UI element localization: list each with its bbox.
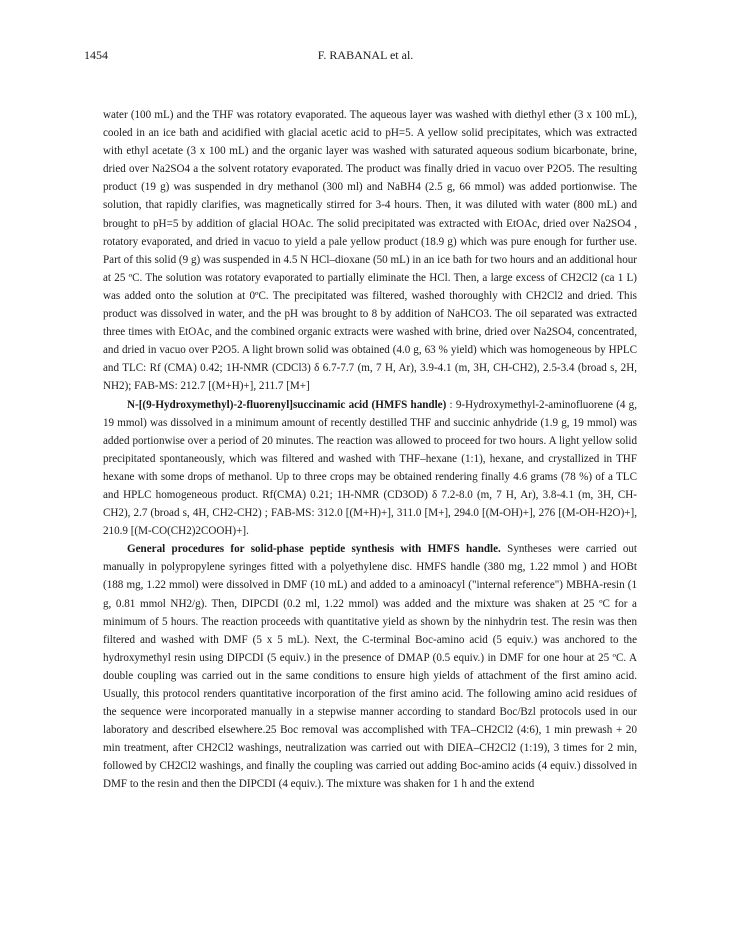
paragraph-2-text: : 9-Hydroxymethyl-2-aminofluorene (4 g, 19 mmol) was dissolved in a minimum amount of recently destilled THF and succinic anhydride (1.9 g, 19 mmol) was added portionwise over a period of 20 minutes. The reaction was allowed to proceed for two hours. A light yellow solid precipitated spontaneously, which was filtered and washed with THF–hexane (1:1), hexane, and crystallized in THF hexane with some drops of methanol. Up to three crops may be obtained rendering finally 4.6 grams (78 %) of a TLC and HPLC homogeneous product. Rf(CMA) 0.21; 1H-NMR (CD3OD) δ 7.2-8.0 (m, 7 H, Ar), 3.8-4.1 (m, 3H, CH-CH2), 2.7 (broad s, 4H, CH2-CH2) ; FAB-MS: 312.0 [(M+H)+], 311.0 [M+], 294.0 [(M-OH)+], 276 [(M-OH-H2O)+], 210.9 [(M-CO(CH2)2COOH)+]. [103,398,637,538]
paragraph-3-text: Syntheses were carried out manually in polypropylene syringes fitted with a polyethylene disc. HMFS handle (380 mg, 1.22 mmol ) and HOBt (188 mg, 1.22 mmol) were dissolved in DMF (10 mL) and added to a aminoacyl ("internal reference") MBHA-resin (1 g, 0.81 mmol NH2/g). Then, DIPCDI (0.2 ml, 1.22 mmol) was added and the mixture was shaken at 25 ºC for a minimum of 5 hours. The reaction proceeds with quantitative yield as shown by the ninhydrin test. The resin was then filtered and washed with DMF (5 x 5 mL). Next, the C-terminal Boc-amino acid (5 equiv.) was anchored to the hydroxymethyl resin using DIPCDI (5 equiv.) in the presence of DMAP (0.5 equiv.) in DMF for one hour at 25 ºC. A double coupling was carried out in the same conditions to ensure high yields of attachment of the first amino acid. Usually, this protocol renders quantitative incorporation of the first amino acid. The following amino acid residues of the sequence were incorporated manually in a stepwise manner according to standard Boc/Bzl protocols used in our laboratory and described elsewhere.25 Boc removal was accomplished with TFA–CH2Cl2 (4:6), 1 min prewash + 20 min treatment, after CH2Cl2 washings, neutralization was carried out with DIEA–CH2Cl2 (1:19), 3 times for 2 min, followed by CH2Cl2 washings, and finally the coupling was carried out adding Boc-amino acids (4 equiv.) dissolved in DMF to the resin and then the DIPCDI (4 equiv.). The mixture was shaken for 1 h and the extend [103,543,637,791]
paragraph-2 [103,396,637,541]
body-text [103,106,637,794]
page-number: 1454 [84,48,108,62]
running-head: F. RABANAL et al. [317,48,414,62]
paragraph-2-heading: N-[(9-Hydroxymethyl)-2-fluorenyl]succinamic acid (HMFS handle) [127,398,447,411]
paragraph-1-text: water (100 mL) and the THF was rotatory evaporated. The aqueous layer was washed with diethyl ether (3 x 100 mL), cooled in an ice bath and acidified with glacial acetic acid to pH=5. A yellow solid precipitates, which was extracted with ethyl acetate (3 x 100 mL) and the organic layer was washed with saturated aqueous sodium bicarbonate, brine, dried over Na2SO4 a the solvent rotatory evaporated. The product was finally dried in vacuo over P2O5. The resulting product (19 g) was suspended in dry methanol (300 ml) and NaBH4 (2.5 g, 66 mmol) was added portionwise. The solution, that rapidly clarifies, was magnetically stirred for 3-4 hours. Then, it was diluted with water (800 mL) and brought to pH=5 by addition of glacial HOAc. The solid precipitated was extracted with EtOAc, dried over Na2SO4 , rotatory evaporated, and dried in vacuo to yield a pale yellow product (18.9 g) which was pure enough for further use. Part of this solid (9 g) was suspended in 4.5 N HCl–dioxane (50 mL) in an ice bath for two hours and an additional hour at 25 ºC. The solution was rotatory evaporated to partially eliminate the HCl. Then, a large excess of CH2Cl2 (ca 1 L) was added onto the solution at 0ºC. The precipitated was filtered, washed thoroughly with CH2Cl2 and dried. This product was dissolved in water, and the pH was brought to 8 by addition of NaHCO3. The oil separated was extracted three times with EtOAc, and the combined organic extracts were washed with brine, dried over Na2SO4, concentrated, and dried in vacuo over P2O5. A light brown solid was obtained (4.0 g, 63 % yield) which was homogeneous by HPLC and TLC: Rf (CMA) 0.42; 1H-NMR (CDCl3) δ 6.7-7.7 (m, 7 H, Ar), 3.9-4.1 (m, 3H, CH-CH2), 2.5-3.4 (broad s, 2H, NH2); FAB-MS: 212.7 [(M+H)+], 211.7 [M+] [103,109,637,393]
paragraph-1 [103,106,637,396]
paragraph-3-heading: General procedures for solid-phase peptide synthesis with HMFS handle. [127,543,501,556]
paragraph-3 [103,540,637,793]
page-header [84,48,647,64]
